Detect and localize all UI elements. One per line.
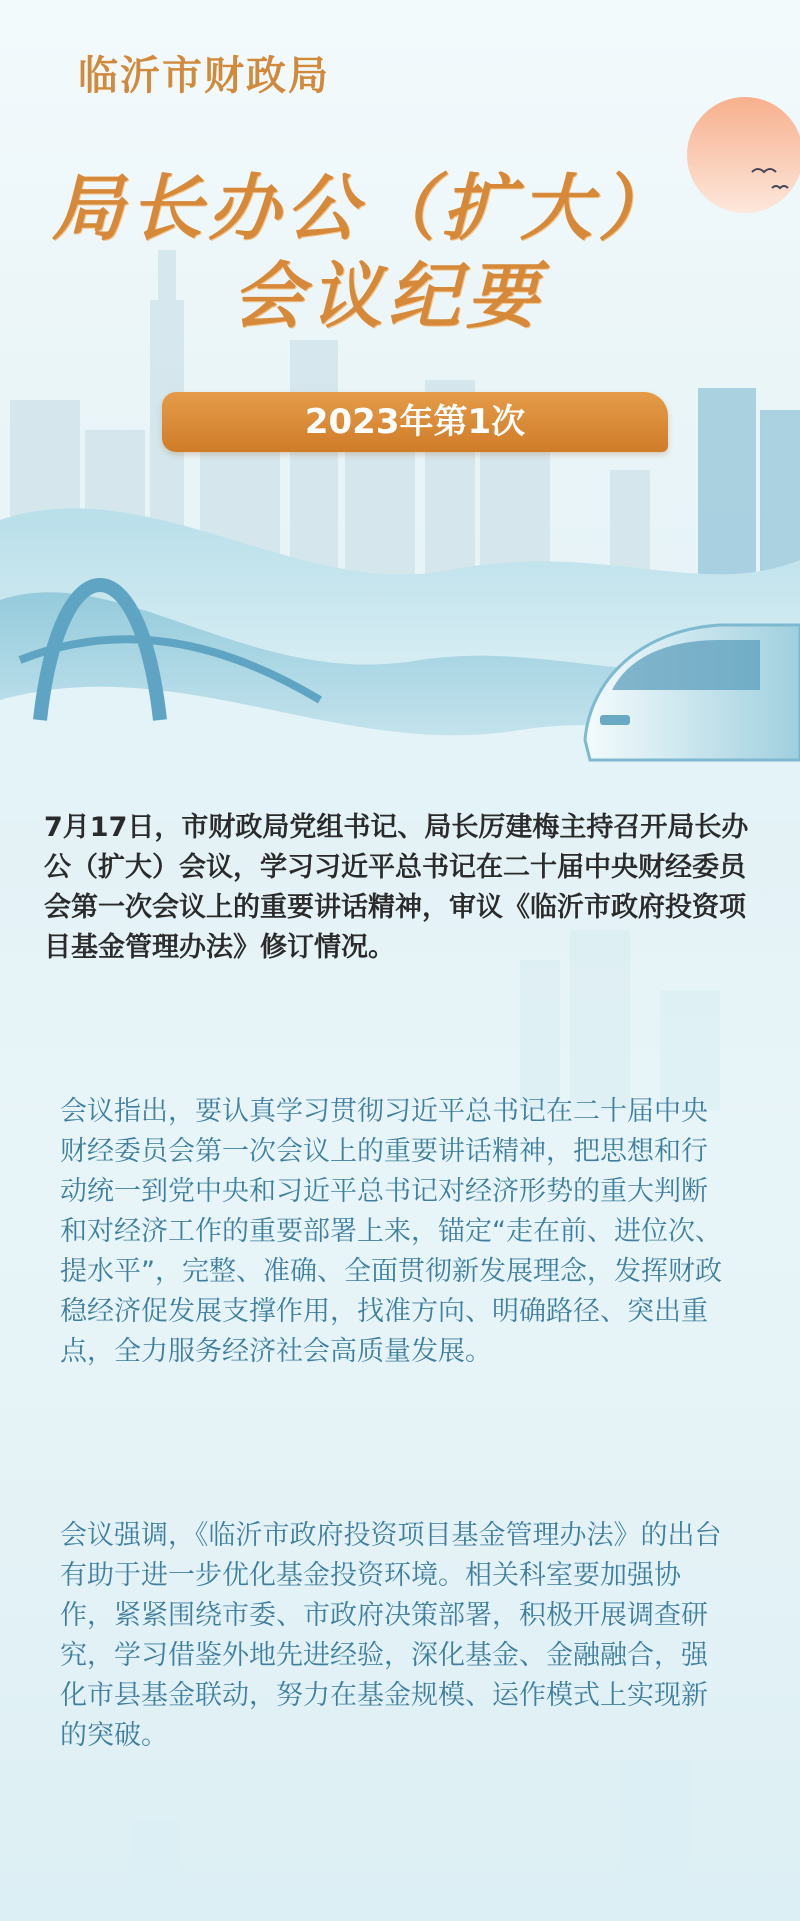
sun-illustration bbox=[687, 97, 800, 213]
title-line-2: 会议纪要 bbox=[232, 254, 545, 338]
body-paragraph-1: 会议指出，要认真学习贯彻习近平总书记在二十届中央财经委员会第一次会议上的重要讲话精神，把思想和行动统一到党中央和习近平总书记对经济形势的重大判断和对经济工作的重要部署上来，锚定“走在前、进位次、提水平”，完整、准确、全面贯彻新发展理念，发挥财政稳经济促发展支撑作用，找准方向、明确路径、突出重点，全力服务经济社会高质量发展。 bbox=[60, 1096, 722, 1367]
session-badge: 2023年第1次 bbox=[162, 392, 668, 452]
title-line-1: 局长办公（扩大） bbox=[52, 166, 677, 250]
organization-name: 临沂市财政局 bbox=[78, 53, 330, 99]
lead-paragraph: 7月17日，市财政局党组书记、局长厉建梅主持召开局长办公（扩大）会议，学习习近平总书记在二十届中央财经委员会第一次会议上的重要讲话精神，审议《临沂市政府投资项目基金管理办法》修订情况。 bbox=[44, 812, 749, 963]
body-paragraph-2: 会议强调，《临沂市政府投资项目基金管理办法》的出台有助于进一步优化基金投资环境。相关科室要加强协作，紧紧围绕市委、市政府决策部署，积极开展调查研究，学习借鉴外地先进经验，深化基金、金融融合，强化市县基金联动，努力在基金规模、运作模式上实现新的突破。 bbox=[60, 1520, 722, 1751]
faded-lower-buildings bbox=[130, 930, 720, 1921]
